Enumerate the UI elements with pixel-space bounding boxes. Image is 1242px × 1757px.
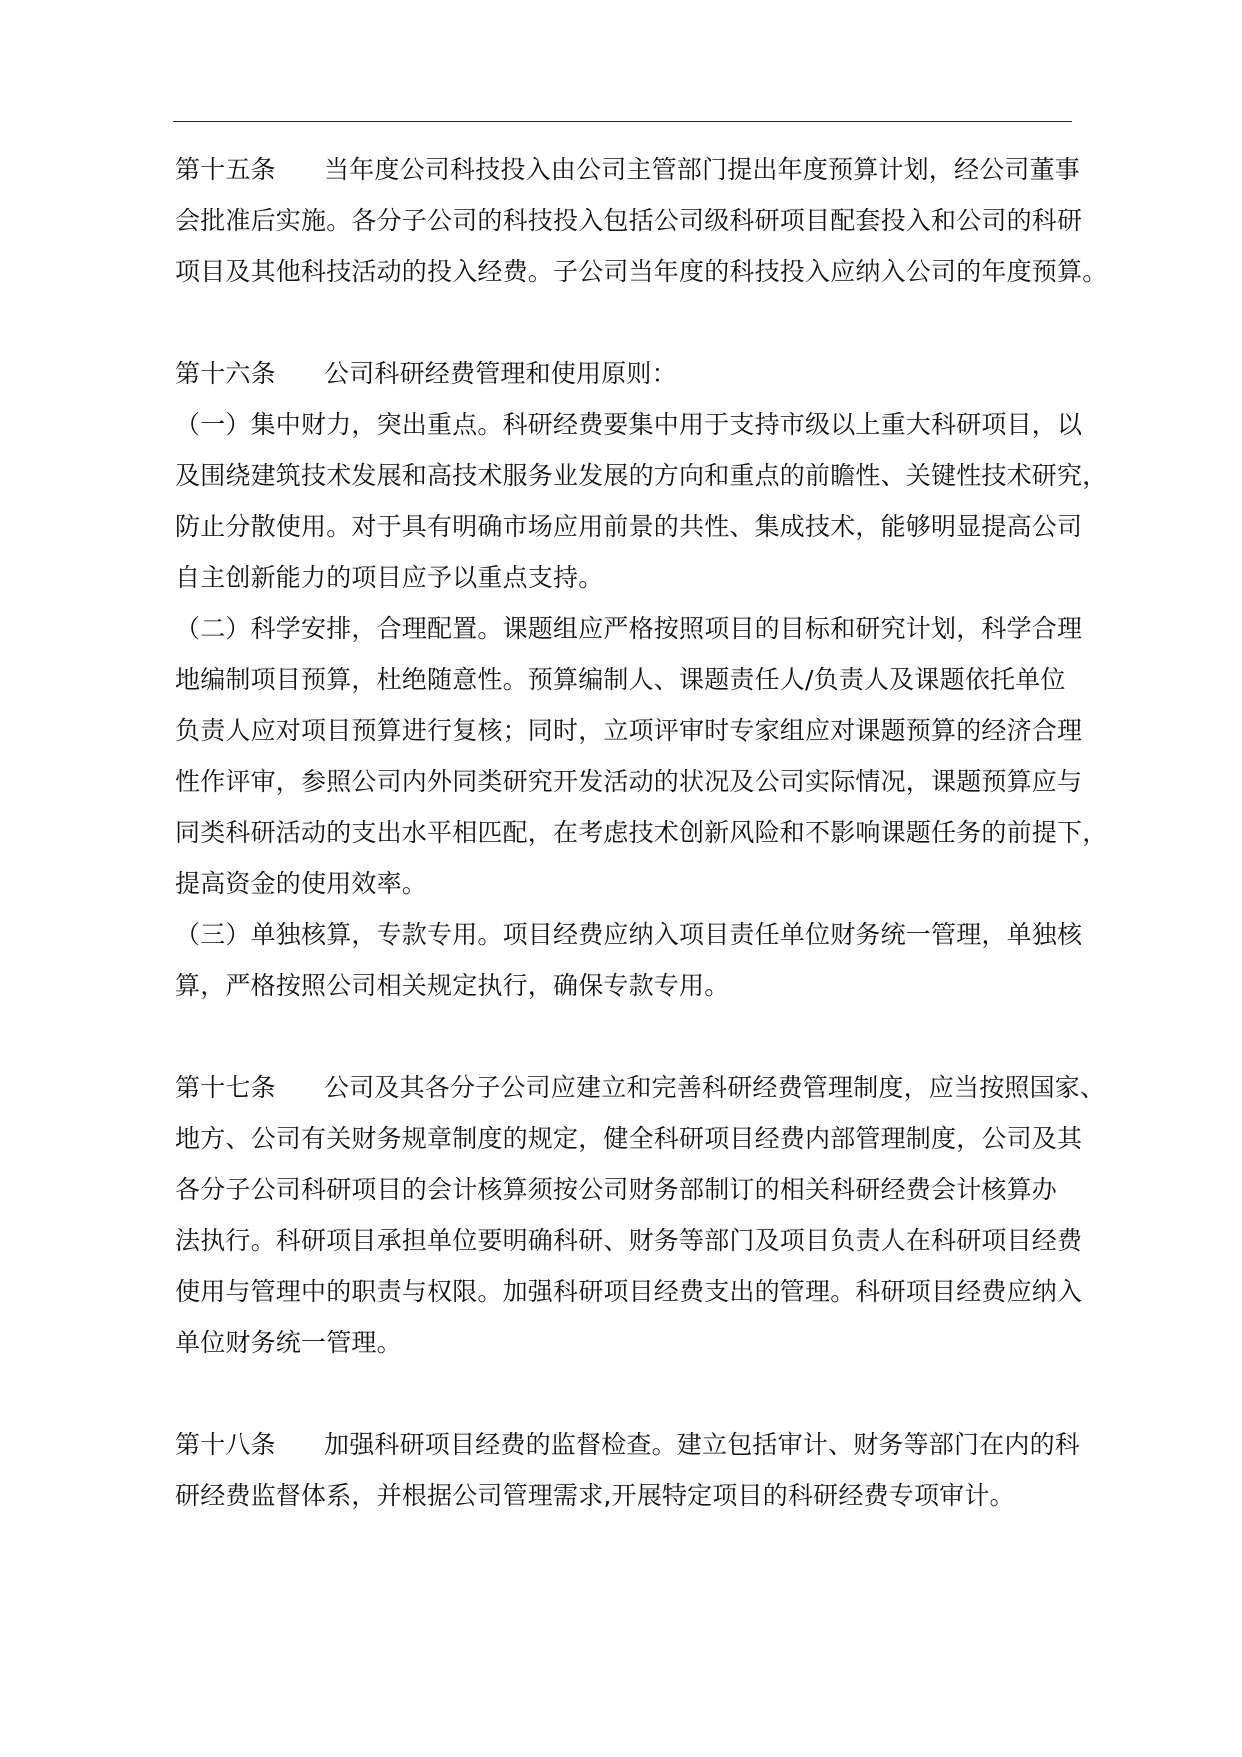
article-18-line-1 bbox=[175, 1425, 1081, 1476]
article-15-line-1 bbox=[175, 150, 1081, 201]
document-body bbox=[175, 150, 1108, 1527]
article-15-number: 第十五条 bbox=[175, 155, 276, 184]
paragraph-gap bbox=[175, 1017, 1075, 1068]
article-16-line-2: （一）集中财力，突出重点。科研经费要集中用于支持市级以上重大科研项目，以 bbox=[175, 410, 1083, 439]
article-16-line-7: 地编制项目预算，杜绝随意性。预算编制人、课题责任人/负责人及课题依托单位 bbox=[175, 665, 1066, 694]
article-16-line-9: 性作评审，参照公司内外同类研究开发活动的状况及公司实际情况，课题预算应与 bbox=[175, 767, 1083, 796]
article-17-line-3: 各分子公司科研项目的会计核算须按公司财务部制订的相关科研经费会计核算办 bbox=[175, 1175, 1058, 1204]
article-16-line-10: 同类科研活动的支出水平相匹配，在考虑技术创新风险和不影响课题任务的前提下， bbox=[175, 818, 1108, 847]
article-16-line-11: 提高资金的使用效率。 bbox=[175, 869, 428, 898]
article-17-line-4: 法执行。科研项目承担单位要明确科研、财务等部门及项目负责人在科研项目经费 bbox=[175, 1226, 1083, 1255]
article-16-line-3: 及围绕建筑技术发展和高技术服务业发展的方向和重点的前瞻性、关键性技术研究， bbox=[175, 461, 1108, 490]
article-16-line-12: （三）单独核算，专款专用。项目经费应纳入项目责任单位财务统一管理，单独核 bbox=[175, 920, 1083, 949]
article-16-line-6: （二）科学安排，合理配置。课题组应严格按照项目的目标和研究计划，科学合理 bbox=[175, 614, 1083, 643]
article-16-text: 公司科研经费管理和使用原则： bbox=[324, 359, 677, 388]
article-17-line-5: 使用与管理中的职责与权限。加强科研项目经费支出的管理。科研项目经费应纳入 bbox=[175, 1277, 1083, 1306]
article-16-line-4: 防止分散使用。对于具有明确市场应用前景的共性、集成技术，能够明显提高公司 bbox=[175, 512, 1083, 541]
article-17-line-1 bbox=[175, 1068, 1106, 1119]
article-16-line-5: 自主创新能力的项目应予以重点支持。 bbox=[175, 563, 604, 592]
article-16-line-1 bbox=[175, 354, 1075, 405]
article-17-line-2: 地方、公司有关财务规章制度的规定，健全科研项目经费内部管理制度，公司及其 bbox=[175, 1124, 1083, 1153]
article-18-number: 第十八条 bbox=[175, 1430, 276, 1459]
article-16-line-13: 算，严格按照公司相关规定执行，确保专款专用。 bbox=[175, 971, 730, 1000]
article-16-line-8: 负责人应对项目预算进行复核；同时，立项评审时专家组应对课题预算的经济合理 bbox=[175, 716, 1083, 745]
article-17-line-6: 单位财务统一管理。 bbox=[175, 1328, 402, 1357]
article-17-number: 第十七条 bbox=[175, 1073, 276, 1102]
article-18-line-2: 研经费监督体系，并根据公司管理需求,开展特定项目的科研经费专项审计。 bbox=[175, 1481, 1015, 1510]
article-16-number: 第十六条 bbox=[175, 359, 276, 388]
header-rule bbox=[173, 121, 1072, 122]
article-15-line-3: 项目及其他科技活动的投入经费。子公司当年度的科技投入应纳入公司的年度预算。 bbox=[175, 257, 1108, 286]
article-15-text: 当年度公司科技投入由公司主管部门提出年度预算计划，经公司董事 bbox=[324, 155, 1081, 184]
article-17-text: 公司及其各分子公司应建立和完善科研经费管理制度，应当按照国家、 bbox=[324, 1073, 1106, 1102]
paragraph-gap bbox=[175, 1374, 1075, 1425]
article-18-text: 加强科研项目经费的监督检查。建立包括审计、财务等部门在内的科 bbox=[324, 1430, 1081, 1459]
article-15-line-2: 会批准后实施。各分子公司的科技投入包括公司级科研项目配套投入和公司的科研 bbox=[175, 206, 1083, 235]
paragraph-gap bbox=[175, 303, 1075, 354]
